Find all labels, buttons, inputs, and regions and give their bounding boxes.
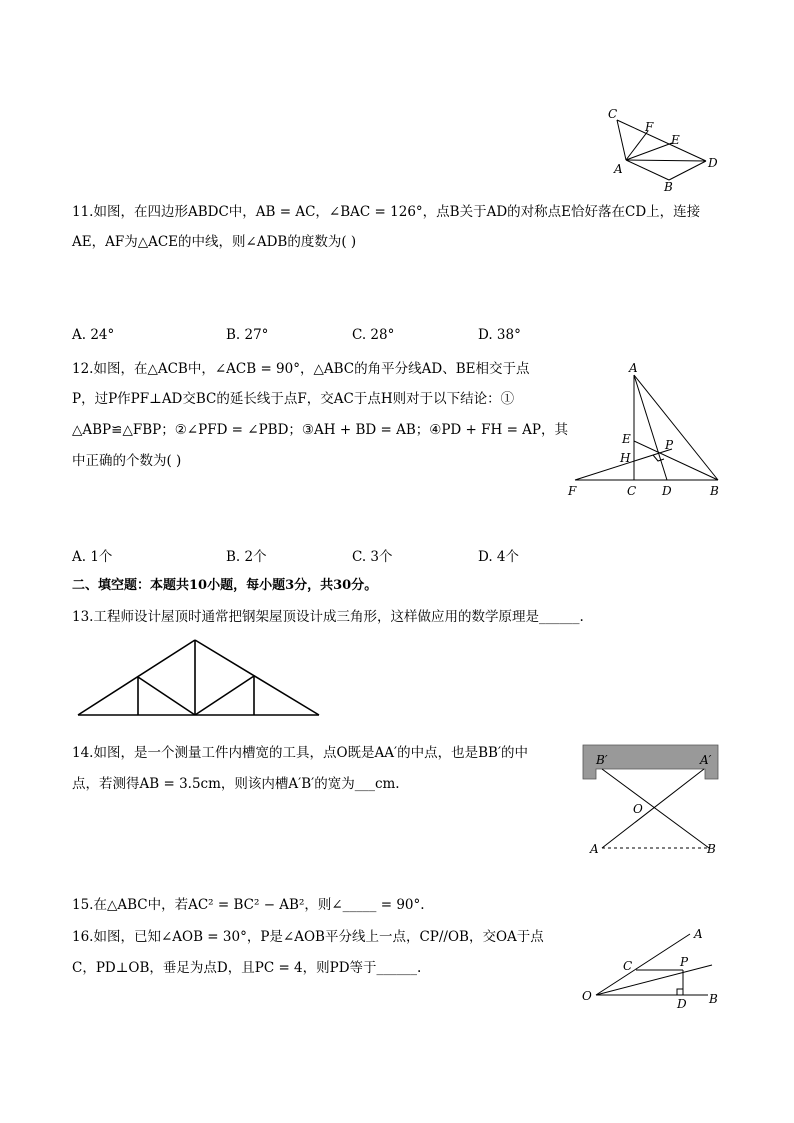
q11-option-c: C. 28° (352, 327, 395, 343)
fig12-label-c: C (627, 484, 637, 498)
fig11-label-b: B (664, 180, 673, 194)
fig14-label-a-prime: A′ (700, 753, 712, 767)
q12-line-4: 中正确的个数为( ) (72, 453, 182, 469)
fig16-label-b: B (709, 992, 718, 1006)
fig16-label-a: A (694, 927, 703, 941)
fig16-label-d: D (677, 997, 687, 1011)
fig11-label-f: F (645, 120, 654, 134)
fig12-label-e: E (622, 432, 631, 446)
fig12-label-f: F (568, 484, 577, 498)
fig14-label-b: B (707, 842, 716, 856)
q13-text: 13.工程师设计屋顶时通常把钢架屋顶设计成三角形，这样做应用的数学原理是______. (72, 609, 584, 625)
fig11-label-c: C (608, 107, 618, 121)
fig12-label-b: B (710, 484, 719, 498)
q11-line-1: 11.如图，在四边形ABDC中，AB = AC，∠BAC = 126°，点B关于AD的对称点E恰好落在CD上，连接 (72, 204, 701, 220)
fig12-label-h: H (620, 451, 631, 465)
fig11-label-e: E (671, 133, 680, 147)
fig11-label-a: A (614, 162, 623, 176)
q12-option-d: D. 4个 (478, 549, 520, 565)
q14-line-2: 点，若测得AB = 3.5cm，则该内槽A′B′的宽为___cm. (72, 776, 400, 792)
q12-line-1: 12.如图，在△ACB中，∠ACB = 90°，△ABC的角平分线AD、BE相交于点 (72, 361, 530, 377)
q15-text: 15.在△ABC中，若AC² = BC² − AB²，则∠_____ = 90°. (72, 897, 425, 913)
q12-option-b: B. 2个 (226, 549, 267, 565)
q12-option-c: C. 3个 (352, 549, 393, 565)
q12-line-3: △ABP≌△FBP；②∠PFD = ∠PBD；③AH + BD = AB；④PD + FH = AP，其 (72, 422, 569, 438)
q12-option-a: A. 1个 (72, 549, 113, 565)
fig14-label-a: A (590, 842, 599, 856)
fig12-label-d: D (662, 484, 672, 498)
fig16-label-c: C (623, 959, 633, 973)
section-2-heading: 二、填空题：本题共10小题，每小题3分，共30分。 (72, 578, 378, 593)
fig14-label-b-prime: B′ (596, 753, 608, 767)
fig11-label-d: D (708, 156, 718, 170)
q14-line-1: 14.如图，是一个测量工件内槽宽的工具，点O既是AA′的中点，也是BB′的中 (72, 745, 529, 761)
fig16-label-p: P (680, 955, 689, 969)
fig12-label-a: A (629, 361, 638, 375)
q11-option-b: B. 27° (226, 327, 269, 343)
fig12-label-p: P (665, 438, 674, 452)
q16-line-1: 16.如图，已知∠AOB = 30°，P是∠AOB平分线上一点，CP//OB，交OA于点 (72, 929, 544, 945)
q12-line-2: P，过P作PF⊥AD交BC的延长线于点F，交AC于点H则对于以下结论：① (72, 391, 515, 407)
q11-option-d: D. 38° (478, 327, 521, 343)
q11-line-2: AE，AF为△ACE的中线，则∠ADB的度数为( ) (72, 234, 357, 250)
fig14-label-o: O (633, 802, 643, 816)
q16-line-2: C，PD⊥OB，垂足为点D，且PC = 4，则PD等于______. (72, 960, 422, 976)
fig16-label-o: O (582, 989, 592, 1003)
q11-option-a: A. 24° (72, 327, 115, 343)
